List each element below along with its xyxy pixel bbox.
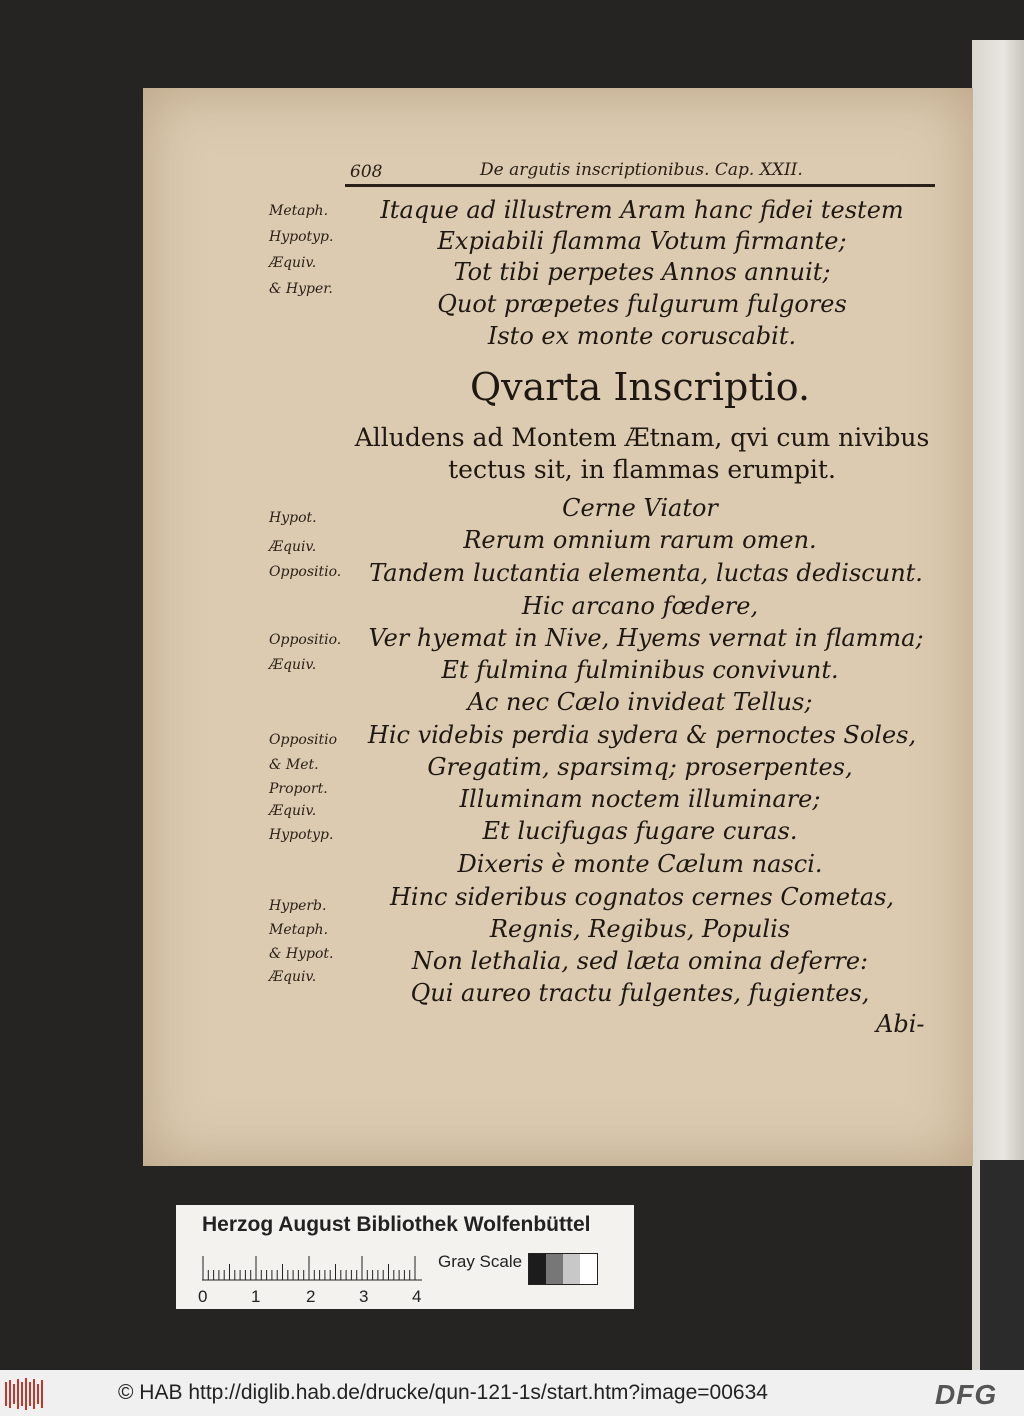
page-header — [345, 158, 935, 186]
dfg-logo: DFG — [935, 1379, 998, 1410]
hab-logo-icon — [4, 1378, 46, 1410]
gray-swatch — [529, 1254, 546, 1284]
margin-note: Æquiv. — [269, 255, 317, 271]
verse-line: Illuminam noctem illuminare; — [459, 785, 821, 813]
margin-note: Hypot. — [269, 510, 317, 526]
margin-note: Metaph. — [269, 922, 329, 938]
section-heading: Qvarta Inscriptio. — [469, 365, 811, 409]
verse-line: Regnis, Regibus, Populis — [489, 915, 791, 943]
gray-swatch — [546, 1254, 563, 1284]
margin-note: Oppositio. — [269, 632, 342, 648]
margin-note: Hyperb. — [269, 898, 327, 914]
verse-line: Ver hyemat in Nive, Hyems vernat in flamma; — [368, 624, 924, 652]
gray-scale-label: Gray Scale — [438, 1252, 523, 1271]
ruler-number: 0 — [198, 1287, 208, 1306]
margin-note: Hypotyp. — [269, 229, 334, 245]
margin-note: Æquiv. — [269, 969, 317, 985]
verse-line: Et fulmina fulminibus convivunt. — [441, 656, 839, 684]
gray-swatch — [580, 1254, 597, 1284]
margin-note: Oppositio — [269, 732, 338, 748]
header-rule — [345, 184, 935, 187]
verse-line: Qui aureo tractu fulgentes, fugientes, — [410, 979, 870, 1007]
margin-note: Oppositio. — [269, 564, 342, 580]
running-head: De argutis inscriptionibus. Cap. XXII. — [480, 160, 803, 180]
ruler-number: 4 — [412, 1287, 422, 1306]
verse-line: Cerne Viator — [562, 494, 718, 522]
margin-note: Æquiv. — [269, 657, 317, 673]
margin-note: Proport. — [269, 781, 328, 797]
margin-note: Hypotyp. — [269, 827, 334, 843]
ruler-scale — [202, 1255, 422, 1281]
margin-note: Metaph. — [269, 203, 329, 219]
copyright-link[interactable]: © HAB http://diglib.hab.de/drucke/qun-121-1s/start.htm?image=00634 — [118, 1381, 768, 1404]
subtitle-line: Alludens ad Montem Ætnam, qvi cum nivibus — [354, 423, 930, 452]
scan-edge-shadow — [980, 1160, 1024, 1370]
page-number: 608 — [350, 162, 383, 182]
gray-swatch — [563, 1254, 580, 1284]
verse-line: Hic videbis perdia sydera & pernoctes Soles, — [367, 721, 917, 749]
verse-line: Tandem luctantia elementa, luctas dediscunt. — [369, 559, 923, 587]
verse-line: Rerum omnium rarum omen. — [463, 526, 817, 554]
subtitle-line: tectus sit, in flammas erumpit. — [448, 455, 836, 484]
gray-scale-swatches — [528, 1253, 598, 1285]
catchword: Abi- — [876, 1010, 925, 1038]
verse-line: Hinc sideribus cognatos cernes Cometas, — [389, 883, 895, 911]
verse-line: Itaque ad illustrem Aram hanc fidei testem — [380, 196, 904, 224]
ruler-number: 1 — [251, 1287, 261, 1306]
margin-note: Æquiv. — [269, 803, 317, 819]
verse-line: Gregatim, sparsimq; proserpentes, — [427, 753, 853, 781]
margin-note: & Hypot. — [269, 946, 334, 962]
verse-line: Quot præpetes fulgurum fulgores — [437, 290, 847, 318]
verse-line: Isto ex monte coruscabit. — [487, 322, 797, 350]
verse-line: Ac nec Cælo invideat Tellus; — [467, 688, 813, 716]
margin-note: & Hyper. — [269, 281, 333, 297]
ruler-number: 3 — [359, 1287, 369, 1306]
verse-line: Dixeris è monte Cælum nasci. — [457, 850, 823, 878]
verse-line: Hic arcano fœdere, — [521, 592, 759, 620]
verse-line: Et lucifugas fugare curas. — [482, 817, 798, 845]
ruler-number: 2 — [306, 1287, 316, 1306]
verse-line: Expiabili flamma Votum firmante; — [437, 227, 847, 255]
verse-line: Non lethalia, sed læta omina deferre: — [411, 947, 869, 975]
margin-note: Æquiv. — [269, 539, 317, 555]
verse-line: Tot tibi perpetes Annos annuit; — [453, 258, 831, 286]
margin-note: & Met. — [269, 757, 319, 773]
color-card-title: Herzog August Bibliothek Wolfenbüttel — [202, 1213, 591, 1236]
